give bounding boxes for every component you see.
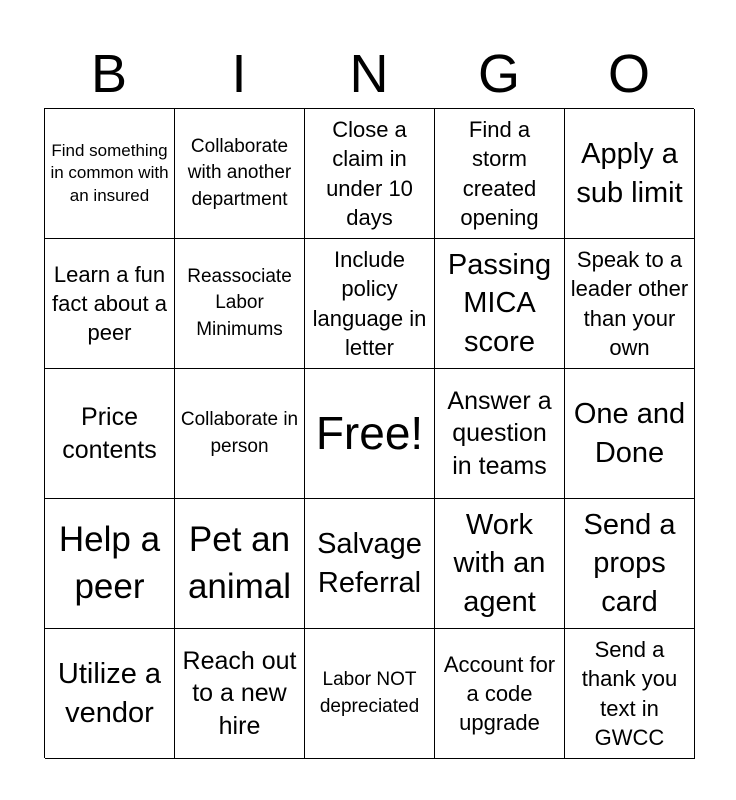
cell-text: Utilize a vendor [57, 658, 162, 729]
bingo-cell[interactable] [565, 239, 695, 369]
bingo-cell[interactable] [565, 629, 695, 759]
cell-text: Close a claim in under 10 days [326, 117, 413, 230]
bingo-cell[interactable] [305, 239, 435, 369]
bingo-cell[interactable] [45, 499, 175, 629]
cell-text: Labor NOT depreciated [319, 669, 420, 717]
bingo-cell[interactable] [565, 109, 695, 239]
cell-text: Work with an agent [453, 509, 546, 618]
bingo-cell[interactable] [565, 499, 695, 629]
bingo-cell[interactable] [435, 109, 565, 239]
cell-text: Collaborate in person [180, 409, 299, 457]
bingo-cell[interactable] [435, 499, 565, 629]
cell-text: Collaborate with another department [187, 136, 292, 210]
header-letter-b: B [90, 44, 128, 104]
bingo-cell[interactable] [175, 109, 305, 239]
bingo-cell[interactable] [435, 629, 565, 759]
header-letter-o: O [607, 44, 650, 104]
cell-text: Account for a code upgrade [443, 651, 556, 736]
cell-text: Apply a sub limit [576, 138, 683, 209]
cell-text: Help a peer [58, 520, 161, 606]
header-letter-g: G [477, 44, 520, 104]
bingo-cell[interactable] [45, 109, 175, 239]
bingo-cell[interactable] [565, 369, 695, 499]
bingo-cell[interactable] [175, 629, 305, 759]
cell-text: Find a storm created opening [460, 117, 539, 230]
cell-text: Reassociate Labor Minimums [187, 266, 292, 340]
bingo-cell[interactable] [435, 239, 565, 369]
cell-text: Send a thank you text in GWCC [581, 637, 678, 750]
bingo-cell[interactable] [175, 499, 305, 629]
cell-text: Price contents [62, 403, 157, 464]
cell-text: Answer a question in teams [447, 386, 552, 480]
cell-text: Send a props card [583, 509, 676, 618]
bingo-cell[interactable] [305, 629, 435, 759]
bingo-header [44, 40, 694, 108]
cell-text: Include policy language in letter [312, 247, 427, 360]
cell-text: Learn a fun fact about a peer [52, 261, 167, 346]
header-letter-i: I [231, 44, 247, 104]
bingo-cell[interactable] [45, 239, 175, 369]
bingo-board [44, 108, 694, 758]
bingo-cell[interactable] [305, 499, 435, 629]
free-space-label: Free! [315, 407, 424, 460]
bingo-cell[interactable] [45, 629, 175, 759]
header-letter-n: N [349, 44, 389, 104]
cell-text: Reach out to a new hire [182, 646, 297, 740]
bingo-cell[interactable] [175, 369, 305, 499]
bingo-cell[interactable] [435, 369, 565, 499]
cell-text: Find something in common with an insured [50, 140, 169, 205]
bingo-cell[interactable] [45, 369, 175, 499]
bingo-cell[interactable] [305, 109, 435, 239]
cell-text: Speak to a leader other than your own [570, 247, 689, 360]
cell-text: Salvage Referral [317, 528, 422, 599]
cell-text: Pet an animal [187, 520, 292, 606]
free-space-cell[interactable] [305, 369, 435, 499]
cell-text: Passing MICA score [447, 249, 552, 358]
cell-text: One and Done [573, 398, 686, 469]
bingo-cell[interactable] [175, 239, 305, 369]
